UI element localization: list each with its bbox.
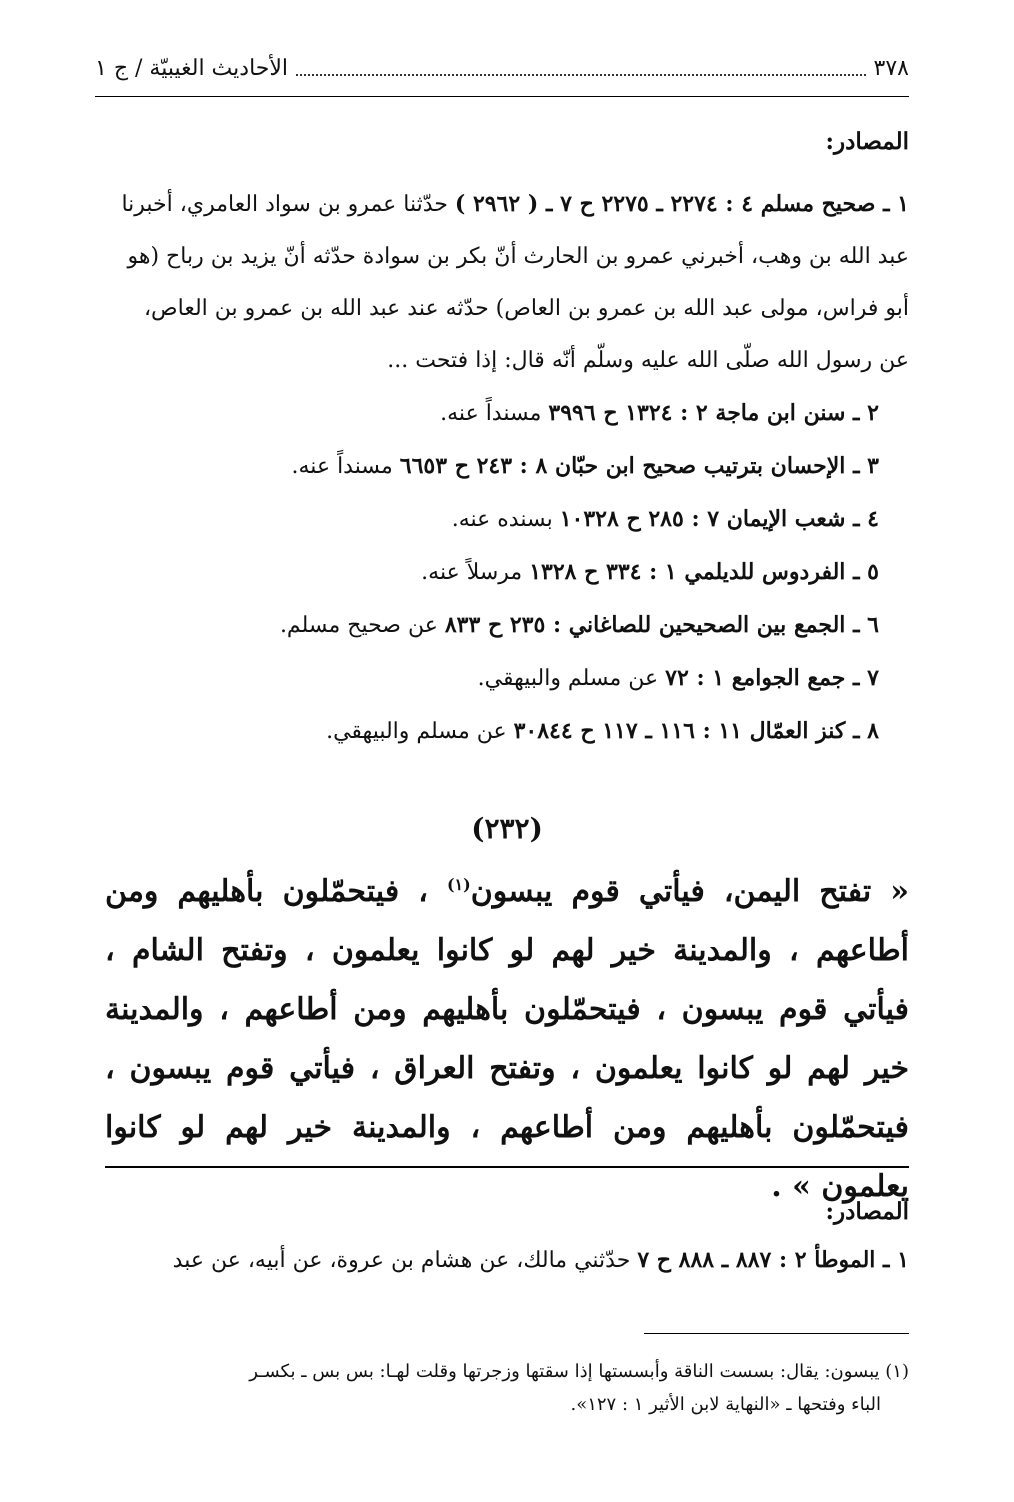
source-item-7-text: عن مسلم والبيهقي.: [477, 666, 666, 691]
source-item-6-ref: ٦ ـ الجمع بين الصحيحين للصاغاني : ٢٣٥ ح ٨٣٣: [444, 612, 879, 638]
separator-rule: [105, 1166, 909, 1168]
footnote-marker: (١): [446, 875, 471, 894]
sources-list: [110, 178, 909, 758]
source-item-5-ref: ٥ ـ الفردوس للديلمي ١ : ٣٣٤ ح ١٣٢٨: [529, 559, 879, 585]
source-item-3-text: مسنداً عنه.: [291, 454, 400, 479]
sources-title: المصادر:: [825, 128, 909, 155]
leader-dots: [296, 60, 866, 76]
source-item-7-ref: ٧ ـ جمع الجوامع ١ : ٧٢: [665, 665, 879, 691]
source-item-5: [110, 546, 879, 599]
footnote-line-1: (١) يبسون: يقال: بسست الناقة وأبسستها إذا سقتها وزجرتها وقلت لهـا: بس بس ـ بكسـر: [249, 1361, 909, 1382]
source-item-8: [110, 705, 879, 758]
source-item-2-text: مسنداً عنه.: [440, 401, 549, 426]
source-item-1: [110, 178, 909, 387]
page-number: ٣٧٨: [873, 55, 909, 81]
hadith-number: (٢٣٢): [471, 812, 543, 845]
source-item-1-text: حدّثنا عمرو بن سواد العامري، أخبرنا عبد الله بن وهب، أخبرني عمرو بن الحارث أنّ بكر بن سوادة حدّثه أنّ يزيد بن رباح (هو أبو فراس، مولى عبد الله بن عمرو بن العاص) حدّثه عند عبد الله بن عمرو بن العاص، عن رسول الله صلّى الله عليه وسلّم أنّه قال: إذا فتحت ...: [121, 192, 909, 373]
source-item-7: [110, 652, 879, 705]
source-item-3: [110, 440, 879, 493]
source-item-5-text: مرسلاً عنه.: [421, 560, 530, 585]
sources2-item-1-text: حدّثني مالك، عن هشام بن عروة، عن أبيه، عن عبد: [172, 1248, 638, 1273]
source-item-2: [110, 387, 879, 440]
source-item-4: [110, 493, 879, 546]
sources2-title: المصادر:: [825, 1198, 909, 1225]
source-item-4-ref: ٤ ـ شعب الإيمان ٧ : ٢٨٥ ح ١٠٣٢٨: [559, 506, 879, 532]
source-item-6-text: عن صحيح مسلم.: [279, 613, 445, 638]
source-items-rest: [110, 387, 909, 758]
source-item-4-text: بسنده عنه.: [451, 507, 560, 532]
sources2-item-1: [105, 1240, 909, 1281]
footnote-line-2: الباء وفتحها ـ «النهاية لابن الأثير ١ : ١٢٧».: [570, 1394, 881, 1415]
footnote-rule: [644, 1333, 909, 1334]
source-item-6: [110, 599, 879, 652]
hadith-text: [105, 855, 909, 1216]
running-title: الأحاديث الغيبيّة / ج ١: [95, 55, 289, 81]
source-item-1-ref: ١ ـ صحيح مسلم ٤ : ٢٢٧٤ ـ ٢٢٧٥ ح ٧ ـ ( ٢٩٦٢ ): [454, 191, 909, 217]
page-header: [95, 48, 909, 97]
sources2-item-1-ref: ١ ـ الموطأ ٢ : ٨٨٧ ـ ٨٨٨ ح ٧: [637, 1247, 909, 1273]
source-item-3-ref: ٣ ـ الإحسان بترتيب صحيح ابن حبّان ٨ : ٢٤٣ ح ٦٦٥٣: [399, 453, 879, 479]
source-item-8-ref: ٨ ـ كنز العمّال ١١ : ١١٦ ـ ١١٧ ح ٣٠٨٤٤: [513, 718, 879, 744]
hadith-text-part1: « تفتح اليمن، فيأتي قوم يبسون: [470, 874, 909, 909]
footnote: [105, 1355, 909, 1421]
source-item-8-text: عن مسلم والبيهقي.: [326, 719, 514, 744]
source-item-2-ref: ٢ ـ سنن ابن ماجة ٢ : ١٣٢٤ ح ٣٩٩٦: [548, 400, 879, 426]
hadith-text-part2: ، فيتحمّلون بأهليهم ومن أطاعهم ، والمدينة خير لهم لو كانوا يعلمون ، وتفتح الشام ، فيأتي قوم يبسون ، فيتحمّلون بأهليهم ومن أطاعهم ، والمدينة خير لهم لو كانوا يعلمون ، وتفتح العراق ، فيأتي قوم يبسون ، فيتحمّلون بأهليهم ومن أطاعهم ، والمدينة خير لهم لو كانوا يعلمون » .: [105, 874, 909, 1204]
